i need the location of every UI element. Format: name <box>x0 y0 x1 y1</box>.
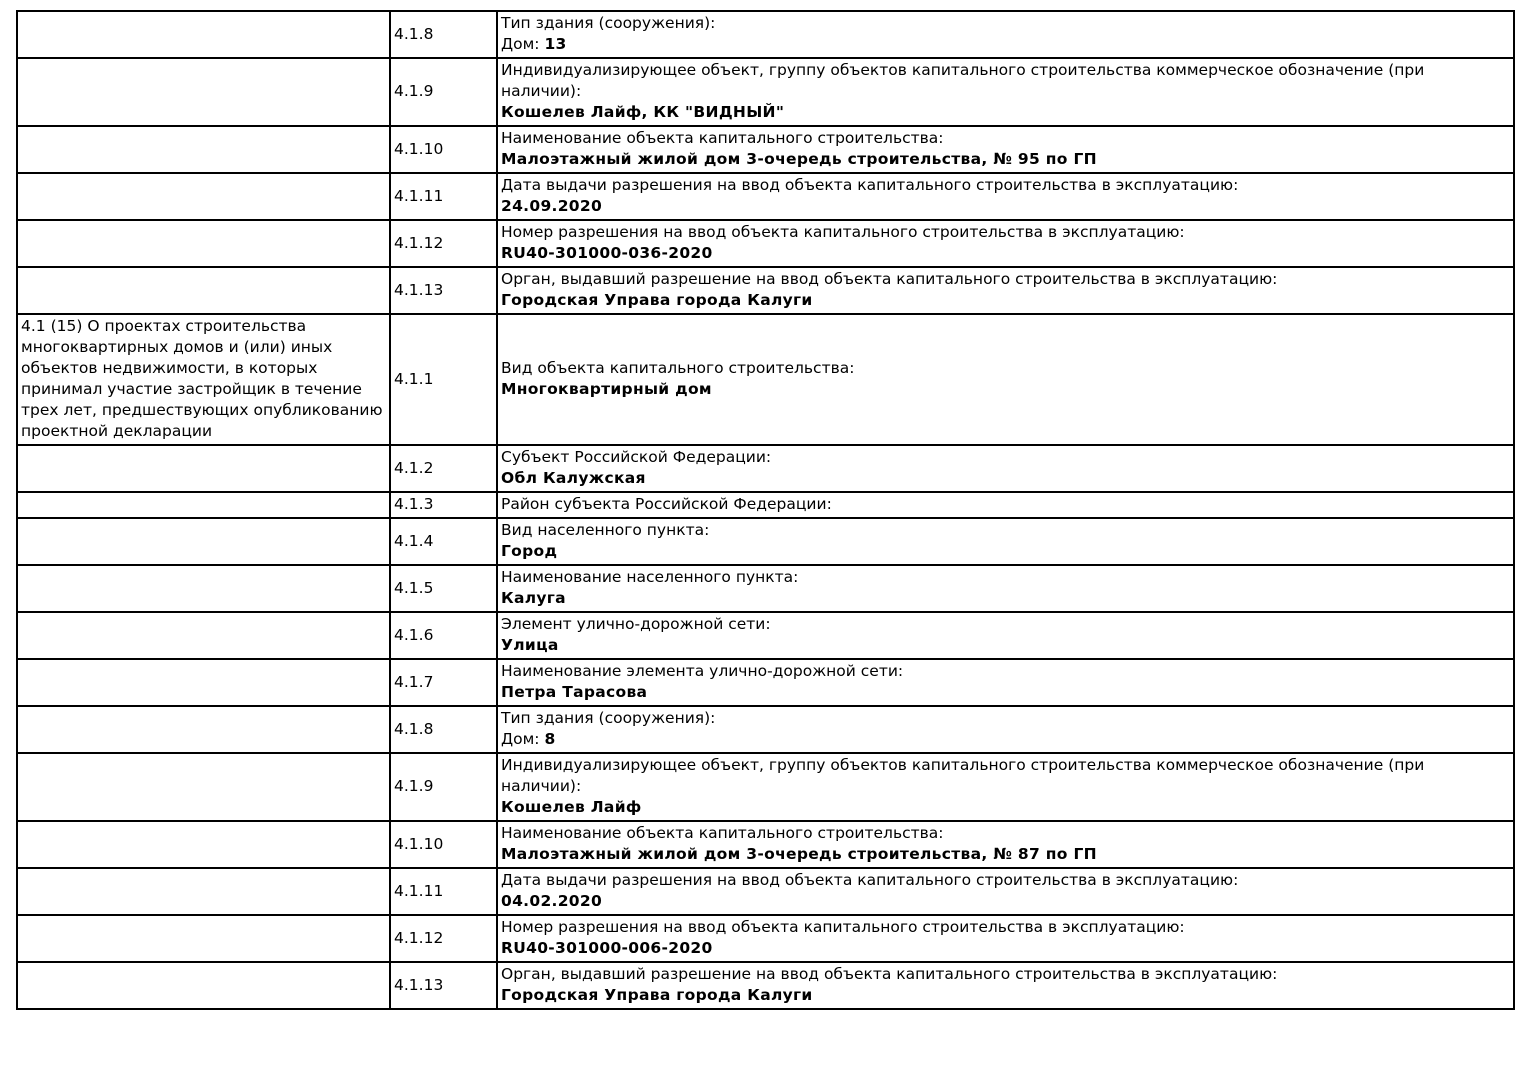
field-value: Малоэтажный жилой дом 3-очередь строительства, № 87 по ГП <box>501 845 1097 863</box>
table-row <box>17 962 1514 1009</box>
field-label: Тип здания (сооружения): <box>501 709 716 727</box>
row-code: 4.1.5 <box>390 565 497 612</box>
value-line <box>501 149 1509 170</box>
value-line <box>501 588 1509 609</box>
content-cell <box>497 612 1514 659</box>
declaration-table <box>16 10 1515 1010</box>
value-line <box>501 891 1509 912</box>
row-code: 4.1.6 <box>390 612 497 659</box>
value-line <box>501 379 1509 400</box>
field-value: Кошелев Лайф <box>501 798 642 816</box>
section-cell <box>17 612 390 659</box>
value-line <box>501 844 1509 865</box>
value-line <box>501 468 1509 489</box>
section-cell <box>17 58 390 126</box>
content-cell <box>497 868 1514 915</box>
value-line <box>501 243 1509 264</box>
field-label: Район субъекта Российской Федерации: <box>501 495 832 513</box>
value-line <box>501 196 1509 217</box>
row-code: 4.1.9 <box>390 58 497 126</box>
field-value: 04.02.2020 <box>501 892 603 910</box>
field-label: Дата выдачи разрешения на ввод объекта капитального строительства в эксплуатацию: <box>501 871 1239 889</box>
field-label: Номер разрешения на ввод объекта капитального строительства в эксплуатацию: <box>501 918 1185 936</box>
table-row <box>17 11 1514 58</box>
table-body <box>17 11 1514 1009</box>
content-cell <box>497 821 1514 868</box>
value-line <box>501 102 1509 123</box>
field-value: Многоквартирный дом <box>501 380 712 398</box>
field-label: Наименование населенного пункта: <box>501 568 799 586</box>
table-row <box>17 126 1514 173</box>
field-value: RU40-301000-036-2020 <box>501 244 713 262</box>
field-label: Элемент улично-дорожной сети: <box>501 615 771 633</box>
row-code: 4.1.2 <box>390 445 497 492</box>
row-code: 4.1.13 <box>390 267 497 314</box>
row-code: 4.1.10 <box>390 126 497 173</box>
field-label: Тип здания (сооружения): <box>501 14 716 32</box>
field-value: Город <box>501 542 558 560</box>
row-code: 4.1.8 <box>390 11 497 58</box>
content-cell <box>497 58 1514 126</box>
content-cell <box>497 445 1514 492</box>
field-label: Индивидуализирующее объект, группу объектов капитального строительства коммерческое обозначение (при наличии): <box>501 756 1425 795</box>
value-prefix: Дом: <box>501 730 545 748</box>
value-line <box>501 34 1509 55</box>
section-cell <box>17 706 390 753</box>
field-value: Петра Тарасова <box>501 683 648 701</box>
value-line <box>501 985 1509 1006</box>
value-line <box>501 938 1509 959</box>
section-cell <box>17 962 390 1009</box>
row-code: 4.1.13 <box>390 962 497 1009</box>
section-cell <box>17 173 390 220</box>
row-code: 4.1.8 <box>390 706 497 753</box>
value-line <box>501 635 1509 656</box>
content-cell <box>497 915 1514 962</box>
content-cell <box>497 220 1514 267</box>
field-label: Наименование объекта капитального строительства: <box>501 824 944 842</box>
field-label: Орган, выдавший разрешение на ввод объекта капитального строительства в эксплуатацию: <box>501 270 1278 288</box>
value-line <box>501 729 1509 750</box>
table-row <box>17 612 1514 659</box>
field-value: Кошелев Лайф, КК "ВИДНЫЙ" <box>501 103 785 121</box>
value-line <box>501 682 1509 703</box>
table-row <box>17 659 1514 706</box>
section-cell <box>17 565 390 612</box>
content-cell <box>497 492 1514 518</box>
content-cell <box>497 753 1514 821</box>
content-cell <box>497 314 1514 445</box>
table-row <box>17 518 1514 565</box>
section-cell <box>17 518 390 565</box>
content-cell <box>497 11 1514 58</box>
field-value: Калуга <box>501 589 566 607</box>
table-row <box>17 565 1514 612</box>
table-row <box>17 267 1514 314</box>
field-value: Городская Управа города Калуги <box>501 291 813 309</box>
section-cell <box>17 868 390 915</box>
section-cell <box>17 267 390 314</box>
table-row <box>17 492 1514 518</box>
section-cell <box>17 220 390 267</box>
content-cell <box>497 267 1514 314</box>
field-label: Наименование элемента улично-дорожной сети: <box>501 662 904 680</box>
section-cell <box>17 821 390 868</box>
field-label: Субъект Российской Федерации: <box>501 448 772 466</box>
content-cell <box>497 659 1514 706</box>
table-row <box>17 220 1514 267</box>
section-cell: 4.1 (15) О проектах строительства многоквартирных домов и (или) иных объектов недвижимости, в которых принимал участие застройщик в течение трех лет, предшествующих опубликованию проектной декларации <box>17 314 390 445</box>
content-cell <box>497 173 1514 220</box>
section-cell <box>17 11 390 58</box>
row-code: 4.1.12 <box>390 915 497 962</box>
table-row <box>17 173 1514 220</box>
value-line <box>501 797 1509 818</box>
field-value: RU40-301000-006-2020 <box>501 939 713 957</box>
field-value: Малоэтажный жилой дом 3-очередь строительства, № 95 по ГП <box>501 150 1097 168</box>
field-value: Улица <box>501 636 559 654</box>
field-value: 24.09.2020 <box>501 197 603 215</box>
table-row <box>17 445 1514 492</box>
value-line <box>501 541 1509 562</box>
content-cell <box>497 706 1514 753</box>
field-value: Обл Калужская <box>501 469 646 487</box>
row-code: 4.1.4 <box>390 518 497 565</box>
value-prefix: Дом: <box>501 35 545 53</box>
field-label: Наименование объекта капитального строительства: <box>501 129 944 147</box>
field-label: Вид населенного пункта: <box>501 521 710 539</box>
section-cell <box>17 126 390 173</box>
field-label: Индивидуализирующее объект, группу объектов капитального строительства коммерческое обозначение (при наличии): <box>501 61 1425 100</box>
row-code: 4.1.3 <box>390 492 497 518</box>
section-cell <box>17 753 390 821</box>
table-row <box>17 753 1514 821</box>
table-row <box>17 58 1514 126</box>
section-cell <box>17 659 390 706</box>
value-line <box>501 290 1509 311</box>
content-cell <box>497 565 1514 612</box>
field-value: 13 <box>544 35 567 53</box>
row-code: 4.1.1 <box>390 314 497 445</box>
content-cell <box>497 962 1514 1009</box>
row-code: 4.1.11 <box>390 868 497 915</box>
row-code: 4.1.11 <box>390 173 497 220</box>
field-value: 8 <box>544 730 556 748</box>
table-row <box>17 821 1514 868</box>
content-cell <box>497 518 1514 565</box>
row-code: 4.1.10 <box>390 821 497 868</box>
section-cell <box>17 492 390 518</box>
field-label: Орган, выдавший разрешение на ввод объекта капитального строительства в эксплуатацию: <box>501 965 1278 983</box>
row-code: 4.1.9 <box>390 753 497 821</box>
table-row <box>17 915 1514 962</box>
row-code: 4.1.7 <box>390 659 497 706</box>
field-label: Дата выдачи разрешения на ввод объекта капитального строительства в эксплуатацию: <box>501 176 1239 194</box>
content-cell <box>497 126 1514 173</box>
row-code: 4.1.12 <box>390 220 497 267</box>
field-label: Номер разрешения на ввод объекта капитального строительства в эксплуатацию: <box>501 223 1185 241</box>
section-cell <box>17 445 390 492</box>
field-label: Вид объекта капитального строительства: <box>501 359 855 377</box>
section-cell <box>17 915 390 962</box>
table-row <box>17 706 1514 753</box>
field-value: Городская Управа города Калуги <box>501 986 813 1004</box>
table-row <box>17 314 1514 445</box>
table-row <box>17 868 1514 915</box>
